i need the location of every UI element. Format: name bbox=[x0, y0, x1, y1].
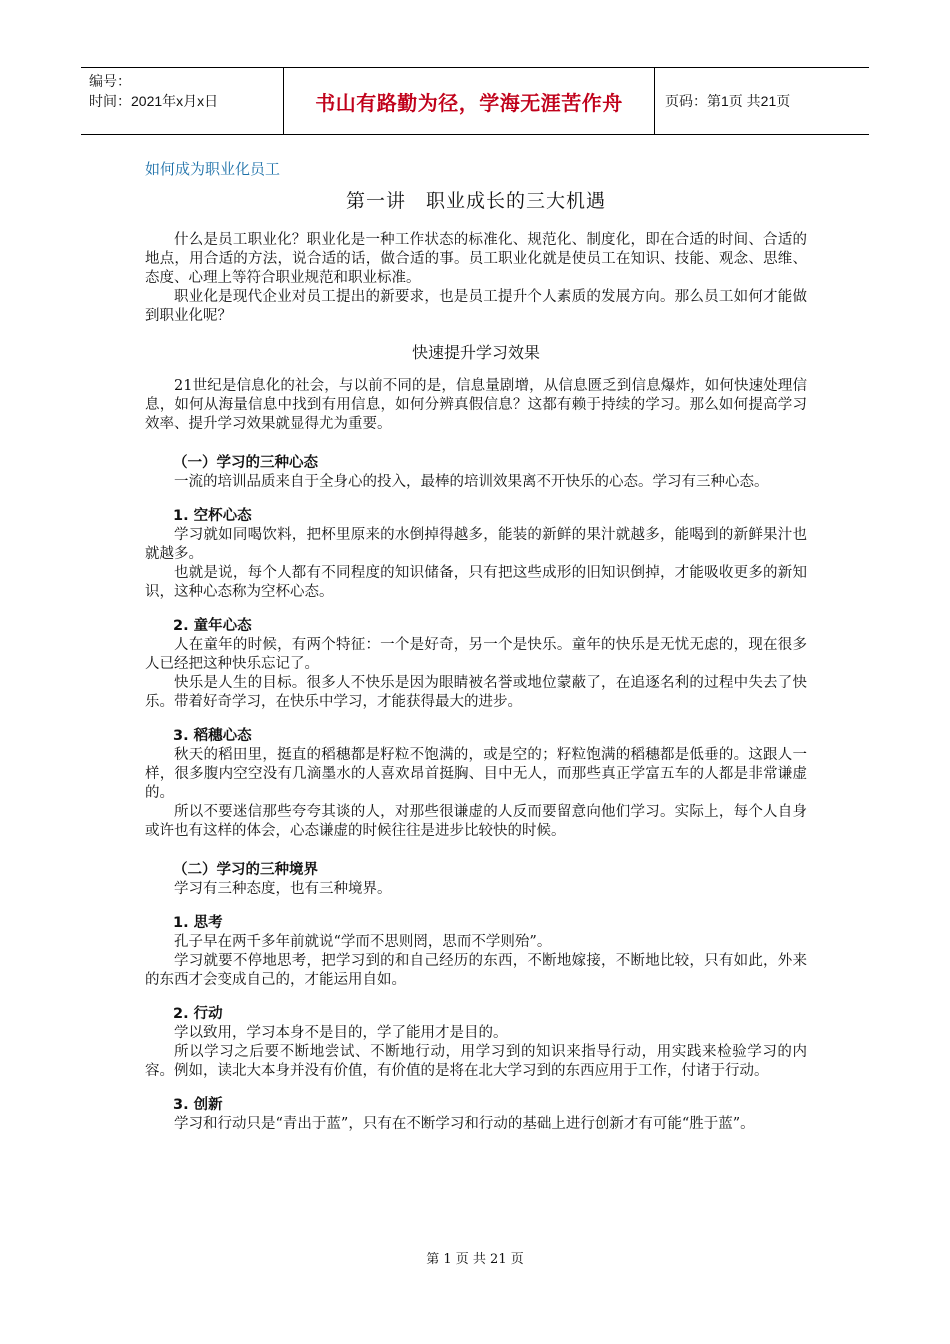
part-intro: 学习有三种态度，也有三种境界。 bbox=[174, 881, 392, 897]
section-title: 快速提升学习效果 bbox=[411, 343, 540, 362]
document-tag: 如何成为职业化员工 bbox=[145, 160, 281, 178]
item-title: 2. 行动 bbox=[173, 1006, 223, 1022]
part-intro: 一流的培训品质来自于全身心的投入，最棒的培训效果离不开快乐的心态。学习有三种心态。 bbox=[174, 474, 769, 490]
document-body bbox=[145, 158, 807, 1134]
item-paragraph: 人在童年的时候，有两个特征：一个是好奇，另一个是快乐。童年的快乐是无忧无虑的，现在很多人已经把这种快乐忘记了。 bbox=[145, 637, 807, 672]
document-date: 时间：2021年x月x日 bbox=[89, 93, 219, 109]
item-title: 3. 稻穗心态 bbox=[173, 728, 252, 744]
page-info-text: 页码：第1页 共21页 bbox=[665, 93, 791, 109]
header-meta bbox=[81, 68, 283, 134]
item-paragraph: 也就是说，每个人都有不同程度的知识储备，只有把这些成形的旧知识倒掉，才能吸收更多的新知识，这种心态称为空杯心态。 bbox=[145, 565, 807, 600]
item-title: 1. 空杯心态 bbox=[173, 508, 252, 524]
intro-paragraph: 什么是员工职业化？职业化是一种工作状态的标准化、规范化、制度化，即在合适的时间、合适的地点，用合适的方法，说合适的话，做合适的事。员工职业化就是使员工在知识、技能、观念、思维、态度、心理上等符合职业规范和职业标准。 bbox=[145, 232, 807, 286]
lecture-title: 第一讲 职业成长的三大机遇 bbox=[345, 190, 606, 212]
part-title: （二）学习的三种境界 bbox=[173, 862, 318, 878]
page-header bbox=[81, 67, 869, 135]
item-title: 1. 思考 bbox=[173, 915, 223, 931]
section-intro: 21世纪是信息化的社会，与以前不同的是，信息量剧增，从信息匮乏到信息爆炸，如何快速处理信息，如何从海量信息中找到有用信息，如何分辨真假信息？这都有赖于持续的学习。那么如何提高学习效率、提升学习效果就显得尤为重要。 bbox=[145, 378, 807, 432]
item-paragraph: 所以学习之后要不断地尝试、不断地行动，用学习到的知识来指导行动，用实践来检验学习的内容。例如，读北大本身并没有价值，有价值的是将在北大学习到的东西应用于工作，付诸于行动。 bbox=[145, 1044, 807, 1079]
item-paragraph: 学习就要不停地思考，把学习到的和自己经历的东西，不断地嫁接，不断地比较，只有如此，外来的东西才会变成自己的，才能运用自如。 bbox=[145, 953, 807, 988]
header-motto-cell bbox=[283, 68, 655, 134]
page-footer: 第 1 页 共 21 页 bbox=[426, 1252, 524, 1267]
intro-paragraph: 职业化是现代企业对员工提出的新要求，也是员工提升个人素质的发展方向。那么员工如何才能做到职业化呢？ bbox=[145, 289, 807, 324]
header-page-info bbox=[655, 68, 869, 134]
item-paragraph: 秋天的稻田里，挺直的稻穗都是籽粒不饱满的，或是空的；籽粒饱满的稻穗都是低垂的。这跟人一样，很多腹内空空没有几滴墨水的人喜欢昂首挺胸、目中无人，而那些真正学富五车的人都是非常谦虚的。 bbox=[145, 747, 807, 801]
document-number-label: 编号： bbox=[89, 73, 131, 89]
part-title: （一）学习的三种心态 bbox=[173, 455, 318, 471]
item-paragraph: 学习就如同喝饮料，把杯里原来的水倒掉得越多，能装的新鲜的果汁就越多，能喝到的新鲜果汁也就越多。 bbox=[145, 527, 807, 562]
item-paragraph: 学习和行动只是“青出于蓝”，只有在不断学习和行动的基础上进行创新才有可能“胜于蓝”。 bbox=[174, 1116, 755, 1132]
motto-text: 书山有路勤为径，学海无涯苦作舟 bbox=[315, 90, 623, 115]
item-paragraph: 快乐是人生的目标。很多人不快乐是因为眼睛被名誉或地位蒙蔽了，在追逐名利的过程中失去了快乐。带着好奇学习，在快乐中学习，才能获得最大的进步。 bbox=[145, 675, 807, 710]
item-title: 2. 童年心态 bbox=[173, 618, 252, 634]
item-paragraph: 所以不要迷信那些夸夸其谈的人，对那些很谦虚的人反而要留意向他们学习。实际上，每个人自身或许也有这样的体会，心态谦虚的时候往往是进步比较快的时候。 bbox=[145, 804, 807, 839]
item-paragraph: 学以致用，学习本身不是目的，学了能用才是目的。 bbox=[174, 1025, 508, 1041]
item-title: 3. 创新 bbox=[173, 1097, 223, 1113]
item-paragraph: 孔子早在两千多年前就说“学而不思则罔，思而不学则殆”。 bbox=[174, 934, 552, 950]
